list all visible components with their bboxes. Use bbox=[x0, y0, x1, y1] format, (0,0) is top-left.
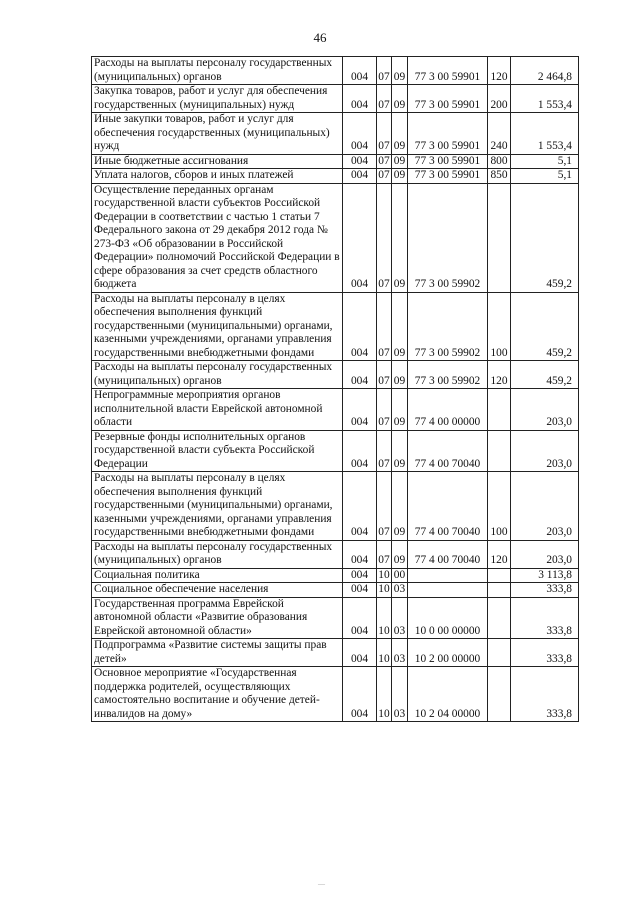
amount-cell: 333,8 bbox=[511, 583, 579, 598]
subsection-code-cell: 03 bbox=[392, 597, 408, 639]
subsection-code-cell: 09 bbox=[392, 472, 408, 541]
amount-cell: 203,0 bbox=[511, 472, 579, 541]
target-article-cell: 77 3 00 59901 bbox=[408, 85, 488, 113]
expense-type-cell bbox=[488, 389, 511, 431]
subsection-code-cell: 00 bbox=[392, 568, 408, 583]
ved-code-cell: 004 bbox=[343, 292, 377, 361]
row-name-cell: Непрограммные мероприятия органов исполнительной власти Еврейской автономной области bbox=[92, 389, 343, 431]
amount-cell: 333,8 bbox=[511, 639, 579, 667]
ved-code-cell: 004 bbox=[343, 430, 377, 472]
target-article-cell: 77 3 00 59901 bbox=[408, 113, 488, 155]
table-row bbox=[92, 540, 579, 568]
expense-type-cell bbox=[488, 430, 511, 472]
table-row bbox=[92, 597, 579, 639]
subsection-code-cell: 03 bbox=[392, 583, 408, 598]
expense-type-cell bbox=[488, 568, 511, 583]
ved-code-cell: 004 bbox=[343, 389, 377, 431]
subsection-code-cell: 09 bbox=[392, 113, 408, 155]
expense-type-cell bbox=[488, 597, 511, 639]
expense-type-cell: 120 bbox=[488, 57, 511, 85]
subsection-code-cell: 09 bbox=[392, 540, 408, 568]
table-row bbox=[92, 85, 579, 113]
section-code-cell: 07 bbox=[377, 430, 392, 472]
target-article-cell: 77 3 00 59901 bbox=[408, 169, 488, 184]
ved-code-cell: 004 bbox=[343, 169, 377, 184]
subsection-code-cell: 03 bbox=[392, 639, 408, 667]
ved-code-cell: 004 bbox=[343, 568, 377, 583]
row-name-cell: Социальное обеспечение населения bbox=[92, 583, 343, 598]
subsection-code-cell: 09 bbox=[392, 361, 408, 389]
table-row bbox=[92, 472, 579, 541]
row-name-cell: Расходы на выплаты персоналу в целях обеспечения выполнения функций государственными (муниципальными) органами, казенными учреждениями, органами управления государственными внебюджетными фондами bbox=[92, 472, 343, 541]
target-article-cell: 77 4 00 70040 bbox=[408, 430, 488, 472]
section-code-cell: 10 bbox=[377, 667, 392, 722]
budget-table bbox=[91, 56, 579, 722]
ved-code-cell: 004 bbox=[343, 113, 377, 155]
ved-code-cell: 004 bbox=[343, 597, 377, 639]
ved-code-cell: 004 bbox=[343, 183, 377, 292]
section-code-cell: 10 bbox=[377, 639, 392, 667]
amount-cell: 2 464,8 bbox=[511, 57, 579, 85]
ved-code-cell: 004 bbox=[343, 472, 377, 541]
subsection-code-cell: 09 bbox=[392, 154, 408, 169]
amount-cell: 1 553,4 bbox=[511, 85, 579, 113]
row-name-cell: Социальная политика bbox=[92, 568, 343, 583]
table-row bbox=[92, 292, 579, 361]
row-name-cell: Закупка товаров, работ и услуг для обеспечения государственных (муниципальных) нужд bbox=[92, 85, 343, 113]
expense-type-cell: 120 bbox=[488, 540, 511, 568]
target-article-cell: 77 3 00 59901 bbox=[408, 57, 488, 85]
subsection-code-cell: 09 bbox=[392, 430, 408, 472]
row-name-cell: Расходы на выплаты персоналу государственных (муниципальных) органов bbox=[92, 361, 343, 389]
table-row bbox=[92, 568, 579, 583]
section-code-cell: 07 bbox=[377, 540, 392, 568]
section-code-cell: 10 bbox=[378, 583, 390, 595]
table-row bbox=[92, 169, 579, 184]
row-name-cell: Расходы на выплаты персоналу государственных (муниципальных) органов bbox=[92, 540, 343, 568]
ved-code-cell: 004 bbox=[343, 540, 377, 568]
expense-type-cell: 100 bbox=[488, 472, 511, 541]
footer-mark: — bbox=[318, 880, 325, 888]
table-row bbox=[92, 639, 579, 667]
table-row bbox=[92, 183, 579, 292]
target-article-cell: 77 3 00 59902 bbox=[408, 361, 488, 389]
section-code-cell: 07 bbox=[377, 183, 392, 292]
expense-type-cell: 240 bbox=[488, 113, 511, 155]
table-row bbox=[92, 430, 579, 472]
target-article-cell: 77 4 00 70040 bbox=[408, 540, 488, 568]
ved-code-cell: 004 bbox=[343, 57, 377, 85]
target-article-cell: 10 2 00 00000 bbox=[408, 639, 488, 667]
amount-cell: 333,8 bbox=[511, 667, 579, 722]
expense-type-cell: 100 bbox=[488, 292, 511, 361]
target-article-cell: 10 2 04 00000 bbox=[408, 667, 488, 722]
amount-cell: 459,2 bbox=[511, 361, 579, 389]
target-article-cell: 77 3 00 59902 bbox=[408, 183, 488, 292]
page-number: 46 bbox=[313, 30, 327, 45]
table-row bbox=[92, 57, 579, 85]
amount-cell: 1 553,4 bbox=[511, 113, 579, 155]
section-code-cell: 07 bbox=[377, 361, 392, 389]
ved-code-cell: 004 bbox=[343, 85, 377, 113]
table-row bbox=[92, 583, 579, 598]
subsection-code-cell: 09 bbox=[392, 389, 408, 431]
ved-code-cell: 004 bbox=[343, 154, 377, 169]
target-article-cell: 77 3 00 59901 bbox=[408, 154, 488, 169]
section-code-cell: 07 bbox=[378, 154, 390, 167]
section-code-cell: 07 bbox=[377, 57, 392, 85]
row-name-cell: Иные бюджетные ассигнования bbox=[92, 154, 343, 169]
ved-code-cell: 004 bbox=[343, 639, 377, 667]
expense-type-cell: 120 bbox=[488, 361, 511, 389]
row-name-cell: Основное мероприятие «Государственная поддержка родителей, осуществляющих самостоятельно воспитание и обучение детей-инвалидов на дому» bbox=[92, 667, 343, 722]
amount-cell: 203,0 bbox=[511, 389, 579, 431]
expense-type-cell bbox=[488, 667, 511, 722]
ved-code-cell: 004 bbox=[343, 667, 377, 722]
subsection-code-cell: 03 bbox=[392, 667, 408, 722]
row-name-cell: Расходы на выплаты персоналу государственных (муниципальных) органов bbox=[92, 57, 343, 85]
subsection-code-cell: 09 bbox=[392, 85, 408, 113]
amount-cell: 203,0 bbox=[511, 540, 579, 568]
section-code-cell: 07 bbox=[377, 472, 392, 541]
ved-code-cell: 004 bbox=[343, 583, 377, 598]
row-name-cell: Резервные фонды исполнительных органов государственной власти субъекта Российской Федерации bbox=[92, 430, 343, 472]
target-article-cell: 77 4 00 00000 bbox=[408, 389, 488, 431]
table-row bbox=[92, 389, 579, 431]
expense-type-cell: 200 bbox=[488, 85, 511, 113]
expense-type-cell bbox=[488, 183, 511, 292]
amount-cell: 3 113,8 bbox=[511, 568, 579, 583]
amount-cell: 5,1 bbox=[511, 154, 579, 169]
target-article-cell bbox=[408, 583, 488, 598]
expense-type-cell: 800 bbox=[488, 154, 511, 169]
section-code-cell: 10 bbox=[378, 568, 390, 581]
section-code-cell: 07 bbox=[377, 85, 392, 113]
amount-cell: 459,2 bbox=[511, 183, 579, 292]
table-row bbox=[92, 667, 579, 722]
target-article-cell: 77 3 00 59902 bbox=[408, 292, 488, 361]
target-article-cell: 77 4 00 70040 bbox=[408, 472, 488, 541]
target-article-cell bbox=[408, 568, 488, 583]
section-code-cell: 10 bbox=[377, 597, 392, 639]
expense-type-cell: 850 bbox=[488, 169, 511, 184]
subsection-code-cell: 09 bbox=[392, 57, 408, 85]
section-code-cell: 07 bbox=[377, 113, 392, 155]
amount-cell: 5,1 bbox=[511, 169, 579, 184]
amount-cell: 459,2 bbox=[511, 292, 579, 361]
expense-type-cell bbox=[488, 639, 511, 667]
row-name-cell: Уплата налогов, сборов и иных платежей bbox=[92, 169, 343, 184]
row-name-cell: Осуществление переданных органам государственной власти субъектов Российской Федерации в соответствии с частью 1 статьи 7 Федерального закона от 29 декабря 2012 года № 273-ФЗ «Об образовании в Российской Федерации» полномочий Российской Федерации в сфере образования за счет средств областного бюджета bbox=[92, 183, 343, 292]
section-code-cell: 07 bbox=[378, 169, 390, 181]
row-name-cell: Подпрограмма «Развитие системы защиты прав детей» bbox=[92, 639, 343, 667]
section-code-cell: 07 bbox=[377, 389, 392, 431]
ved-code-cell: 004 bbox=[343, 361, 377, 389]
table-row bbox=[92, 361, 579, 389]
table-row bbox=[92, 113, 579, 155]
row-name-cell: Иные закупки товаров, работ и услуг для обеспечения государственных (муниципальных) нужд bbox=[92, 113, 343, 155]
table-row bbox=[92, 154, 579, 169]
section-code-cell: 07 bbox=[377, 292, 392, 361]
subsection-code-cell: 09 bbox=[392, 183, 408, 292]
row-name-cell: Расходы на выплаты персоналу в целях обеспечения выполнения функций государственными (муниципальными) органами, казенными учреждениями, органами управления государственными внебюджетными фондами bbox=[92, 292, 343, 361]
row-name-cell: Государственная программа Еврейской автономной области «Развитие образования Еврейской автономной области» bbox=[92, 597, 343, 639]
subsection-code-cell: 09 bbox=[392, 169, 408, 184]
expense-type-cell bbox=[488, 583, 511, 598]
amount-cell: 203,0 bbox=[511, 430, 579, 472]
amount-cell: 333,8 bbox=[511, 597, 579, 639]
target-article-cell: 10 0 00 00000 bbox=[408, 597, 488, 639]
subsection-code-cell: 09 bbox=[392, 292, 408, 361]
